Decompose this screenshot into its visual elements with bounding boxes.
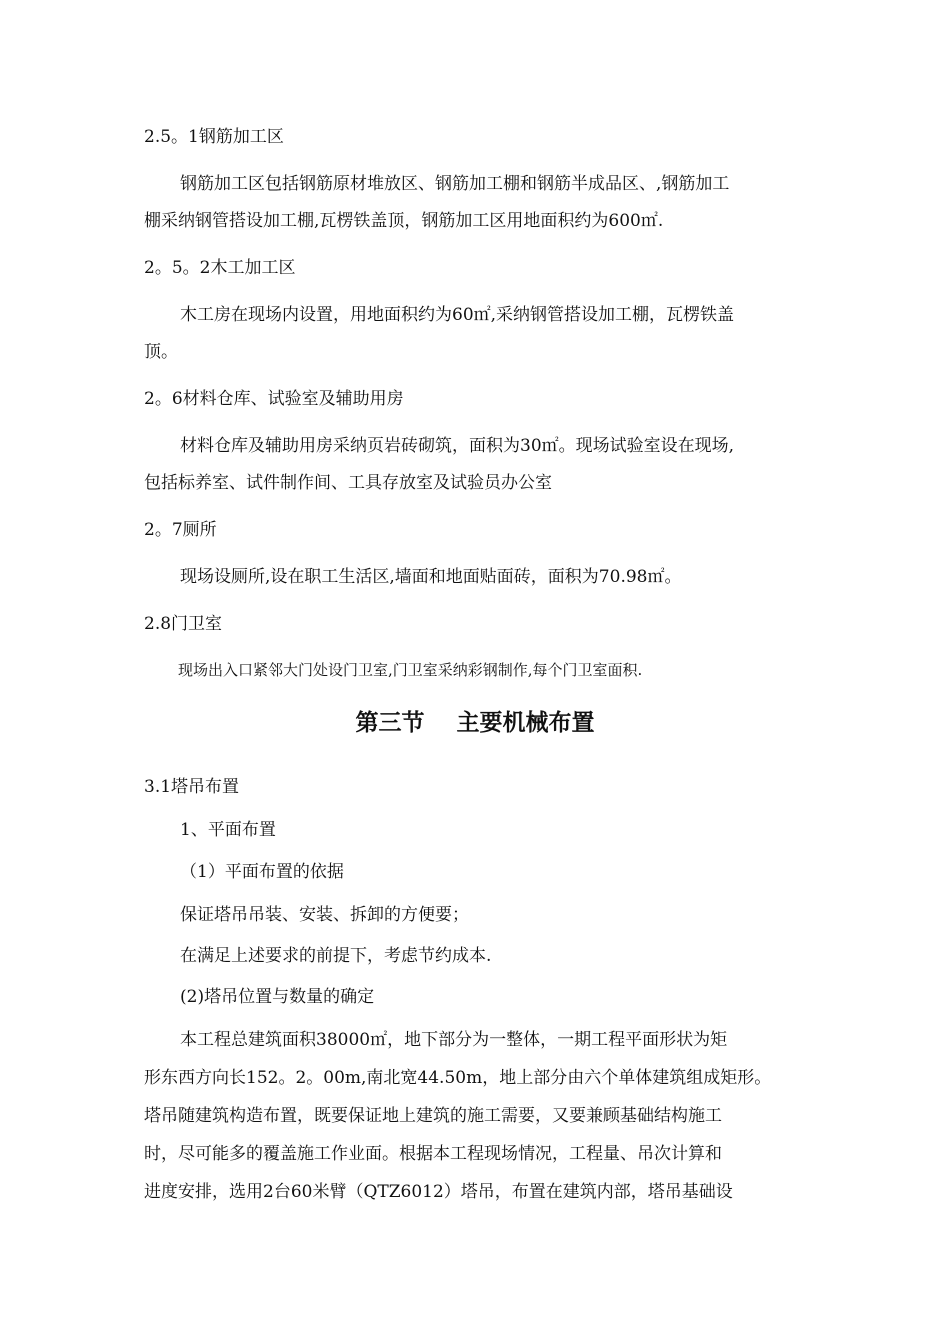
heading-2-7: 2。7厕所	[144, 520, 217, 540]
paragraph-line: 塔吊随建筑构造布置，既要保证地上建筑的施工需要，又要兼顾基础结构施工	[144, 1106, 722, 1126]
paragraph-line: 钢筋加工区包括钢筋原材堆放区、钢筋加工棚和钢筋半成品区、,钢筋加工	[180, 174, 730, 194]
heading-3-1: 3.1塔吊布置	[144, 777, 240, 797]
paragraph-line: 现场出入口紧邻大门处设门卫室,门卫室采纳彩钢制作,每个门卫室面积.	[178, 661, 643, 679]
list-item: (2)塔吊位置与数量的确定	[180, 987, 375, 1007]
list-item: （1）平面布置的依据	[180, 862, 344, 882]
heading-2-5-2: 2。5。2木工加工区	[144, 258, 296, 278]
heading-2-5-1: 2.5。1钢筋加工区	[144, 127, 284, 147]
heading-2-8: 2.8门卫室	[144, 614, 223, 634]
section-title: 第三节 主要机械布置	[355, 710, 595, 736]
list-item: 在满足上述要求的前提下，考虑节约成本.	[180, 946, 492, 966]
paragraph-line: 时，尽可能多的覆盖施工作业面。根据本工程现场情况，工程量、吊次计算和	[144, 1144, 722, 1164]
paragraph-line: 现场设厕所,设在职工生活区,墙面和地面贴面砖，面积为70.98㎡。	[180, 567, 682, 587]
paragraph-line: 形东西方向长152。2。00m,南北宽44.50m，地上部分由六个单体建筑组成矩形。	[144, 1068, 772, 1088]
paragraph-line: 进度安排，选用2台60米臂（QTZ6012）塔吊，布置在建筑内部，塔吊基础设	[144, 1182, 733, 1202]
paragraph-line: 包括标养室、试件制作间、工具存放室及试验员办公室	[144, 473, 552, 493]
paragraph-line: 棚采纳钢管搭设加工棚,瓦楞铁盖顶，钢筋加工区用地面积约为600㎡.	[144, 211, 664, 231]
paragraph-line: 顶。	[144, 342, 178, 362]
paragraph-line: 材料仓库及辅助用房采纳页岩砖砌筑，面积为30㎡。现场试验室设在现场,	[180, 436, 735, 456]
list-item: 保证塔吊吊装、安装、拆卸的方便要；	[180, 905, 469, 925]
paragraph-line: 本工程总建筑面积38000㎡，地下部分为一整体，一期工程平面形状为矩	[180, 1030, 728, 1050]
heading-2-6: 2。6材料仓库、试验室及辅助用房	[144, 389, 404, 409]
paragraph-line: 木工房在现场内设置，用地面积约为60㎡,采纳钢管搭设加工棚，瓦楞铁盖	[180, 305, 735, 325]
list-item: 1、平面布置	[180, 820, 276, 840]
